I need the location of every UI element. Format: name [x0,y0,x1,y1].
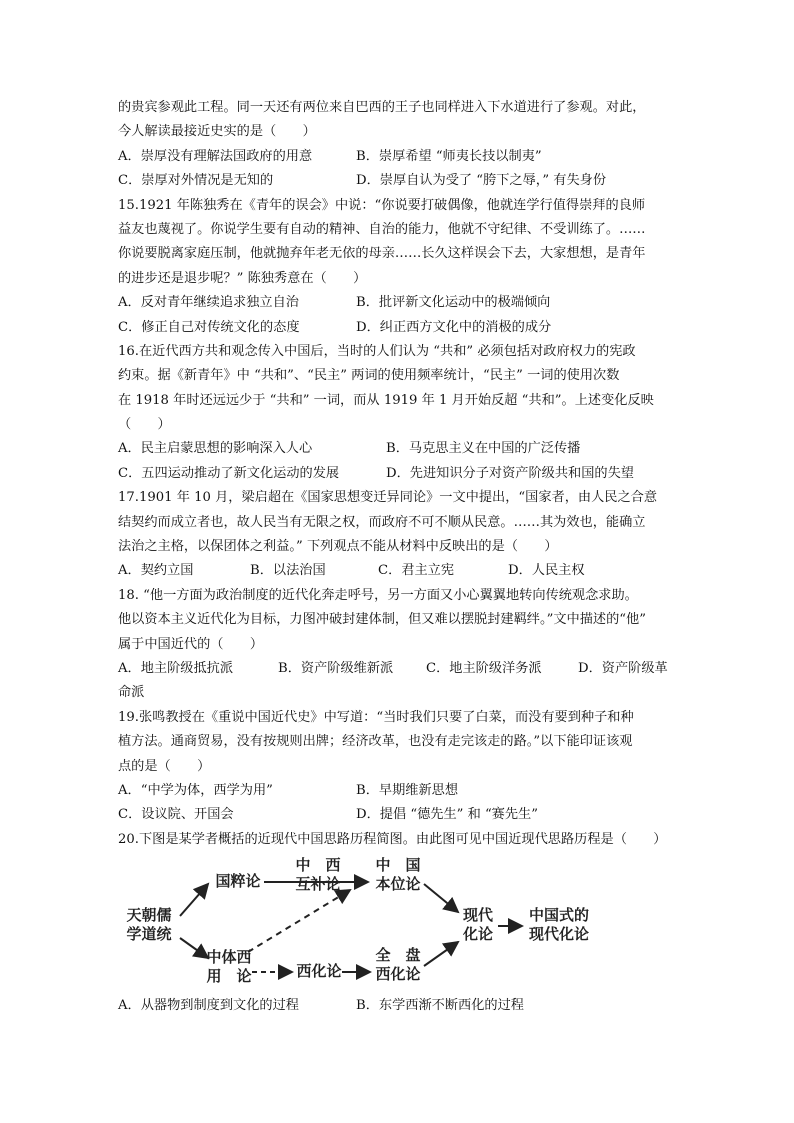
q19-options-row1 [118,779,688,803]
q15-stem: 益友也蔑视了。你说学生要有自动的精神、自治的能力，他就不守纪律、不受训练了。…… [118,221,646,237]
q15-options-row1 [118,291,688,315]
q14-option-c[interactable]: C．崇厚对外情况是无知的 [118,173,274,189]
q14-option-d[interactable]: D．崇厚自认为受了 “胯下之辱，” 有失身份 [356,173,607,189]
q19-stem: 点的是（ ） [118,758,211,774]
q20-options-row1 [118,994,688,1018]
q18-option-c[interactable]: C．地主阶级洋务派 [426,660,542,676]
q20-option-a[interactable]: A．从器物到制度到文化的过程 [118,998,299,1014]
q16-option-c[interactable]: C．五四运动推动了新文化运动的发展 [118,465,340,481]
q14-option-a[interactable]: A．崇厚没有理解法国政府的用意 [118,148,313,164]
q15-option-d[interactable]: D．纠正西方文化中的消极的成分 [356,319,552,335]
q16-stem: 约束。据《新青年》中 “共和”、“民主” 两词的使用频率统计，“民主” 一词的使用次数 [118,368,620,384]
q16-stem: 16.在近代西方共和观念传入中国后，当时的人们认为 “共和” 必须包括对政府权力的宪政 [118,343,636,359]
q20-option-b[interactable]: B．东学西渐不断西化的过程 [356,998,524,1014]
q19-stem: 19.张鸣教授在《重说中国近代史》中写道：“当时我们只要了白菜，而没有要到种子和种 [118,709,634,725]
q15-stem: 你说要脱离家庭压制，他就抛弃年老无依的母亲……长久这样误会下去，大家想想，是青年 [118,246,646,262]
q16-option-d[interactable]: D．先进知识分子对资产阶级共和国的失望 [386,465,634,481]
q19-option-d[interactable]: D．提倡 “德先生” 和 “赛先生” [356,807,538,823]
q15-option-b[interactable]: B．批评新文化运动中的极端倾向 [356,295,551,311]
q18-option-a[interactable]: A．地主阶级抵抗派 [118,660,234,676]
text-line: 今人解读最接近史实的是（ ） [118,124,316,140]
arrow-quanpan-to-xiandai [424,942,458,966]
q17-stem: 17.1901 年 10 月，梁启超在《国家思想变迁异同论》一文中提出，“国家者，由人民之合意 [118,490,658,506]
q18-stem: 18. “他一方面为政治制度的近代化奔走呼号，另一方面又小心翼翼地转向传统观念求助。 [118,587,638,603]
arrow-root-to-guocui [180,884,208,916]
q14-options-row2 [118,169,688,193]
q15-stem: 15.1921 年陈独秀在《青年的误会》中说：“你说要打破偶像，他就连学行值得崇拜的良师 [118,197,646,213]
q16-options-row1 [118,437,688,461]
node-zhongti-xiyong: 中体西 用 论 [206,948,252,986]
text-line: 的贵宾参观此工程。同一天还有两位来自巴西的王子也同样进入下水道进行了参观。对此， [118,100,646,115]
q18-stem: 他以资本主义近代化为目标，力图冲破封建体制，但又难以摆脱封建羁绊。”文中描述的“他” [118,612,646,628]
q15-options-row2 [118,316,688,340]
q17-stem: 结契约而成立者也，故人民当有无限之权，而政府不可不顺从民意。……其为效也，能确立 [118,514,646,530]
q19-option-a[interactable]: A．“中学为体，西学为用” [118,782,273,798]
q17-stem: 法治之主格，以保团体之利益。” 下列观点不能从材料中反映出的是（ ） [118,539,558,555]
q20-stem: 20.下图是某学者概括的近现代中国思路历程简图。由此图可见中国近现代思路历程是（ ） [118,831,667,847]
q18-option-b[interactable]: B．资产阶级维新派 [278,660,394,676]
q18-stem: 属于中国近代的（ ） [118,636,264,652]
node-guocui: 国粹论 [215,872,261,891]
node-quanpan-xihua: 全 盘 西化论 [375,946,421,984]
q15-option-a[interactable]: A．反对青年继续追求独立自治 [118,295,299,311]
q14-options-row1 [118,145,688,169]
node-zhongguoshi-xiandaihua: 中国式的 现代化论 [528,906,589,944]
exam-page [118,96,688,1019]
q14-option-b[interactable]: B．崇厚希望 “师夷长技以制夷” [356,148,542,164]
q19-option-c[interactable]: C．设议院、开国会 [118,807,234,823]
q18-options [118,657,688,681]
arrow-benwei-to-xiandai [424,884,458,912]
q17-options [118,559,688,583]
q16-stem: （ ） [118,417,171,433]
arrow-zhongti-to-hubu [248,890,350,952]
q15-stem: 的进步还是退步呢？” 陈独秀意在（ ） [118,270,367,286]
node-xiandaihua: 现代 化论 [462,906,493,944]
q19-stem: 植方法。通商贸易，没有按规则出牌；经济改革，也没有走完该走的路。”以下能印证该观 [118,734,633,750]
q18-option-d[interactable]: D．资产阶级革 [578,660,668,676]
q16-stem: 在 1918 年时还远远少于 “共和” 一词，而从 1919 年 1 月开始反超 “共和”。上述变化反映 [118,392,654,408]
q18-option-d-continued: 命派 [118,685,145,701]
q15-option-c[interactable]: C．修正自己对传统文化的态度 [118,319,300,335]
thought-history-diagram [118,854,596,990]
node-xihua: 西化论 [296,962,342,981]
node-tianchao-ruxue: 天朝儒 学道统 [126,906,172,944]
q16-options-row2 [118,462,688,486]
node-zhongguo-benwei: 中 国 本位论 [375,856,421,894]
q16-option-b[interactable]: B．马克思主义在中国的广泛传播 [386,441,581,457]
q17-option-c[interactable]: C．君主立宪 [378,563,455,579]
q19-option-b[interactable]: B．早期维新思想 [356,782,459,798]
q19-options-row2 [118,803,688,827]
q17-option-d[interactable]: D．人民主权 [508,563,585,579]
q17-option-a[interactable]: A．契约立国 [118,563,194,579]
node-zhongxi-hubu: 中 西 互补论 [295,856,341,894]
q17-option-b[interactable]: B．以法治国 [250,563,326,579]
q16-option-a[interactable]: A．民主启蒙思想的影响深入人心 [118,441,313,457]
